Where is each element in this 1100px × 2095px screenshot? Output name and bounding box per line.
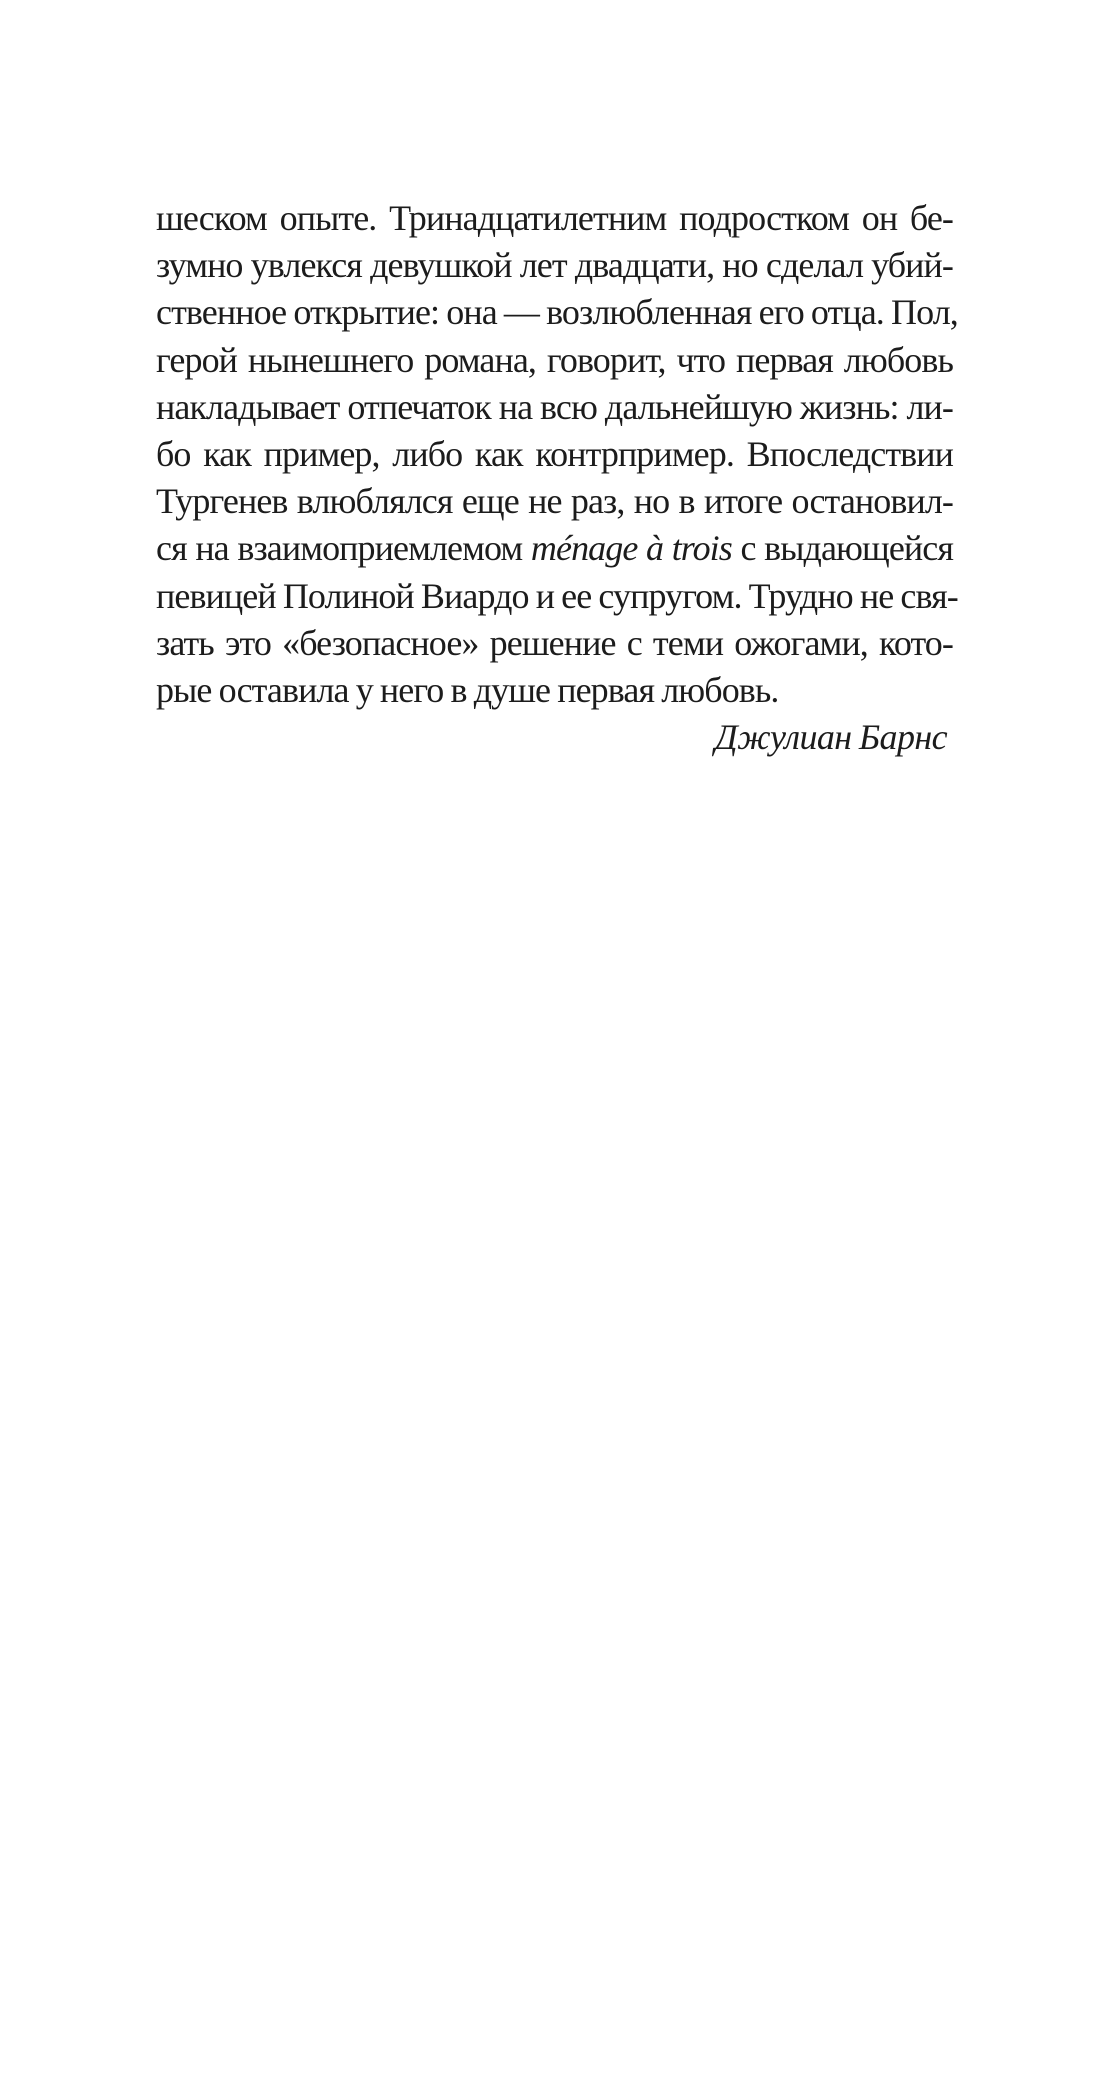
- text-line: зать это «безопасное» решение с теми ожогами, кото-: [156, 622, 953, 663]
- text-line: Тургенев влюблялся еще не раз, но в итоге остановил-: [156, 481, 953, 522]
- text-segment: с выдающейся: [731, 528, 954, 569]
- text-line: бо как пример, либо как контрпример. Впоследствии: [156, 433, 953, 474]
- author-attribution: Джулиан Барнс: [714, 717, 947, 758]
- body-paragraph: [156, 195, 958, 714]
- text-line: зумно увлекся девушкой лет двадцати, но сделал убий-: [156, 245, 953, 286]
- text-line: певицей Полиной Виардо и ее супругом. Трудно не свя-: [156, 575, 958, 616]
- text-line: герой нынешнего романа, говорит, что первая любовь: [156, 339, 953, 380]
- book-page: [156, 195, 958, 761]
- text-line-with-italic-phrase: [156, 525, 953, 572]
- text-line: шеском опыте. Тринадцатилетним подростком он бе-: [156, 198, 953, 238]
- text-line-final: рые оставила у него в душе первая любовь.: [156, 669, 779, 710]
- text-line: накладывает отпечаток на всю дальнейшую жизнь: ли-: [156, 386, 953, 427]
- italic-foreign-phrase: ménage à trois: [530, 528, 732, 569]
- text-segment: ся на взаимоприемлемом: [156, 528, 531, 569]
- text-line: ственное открытие: она — возлюбленная его отца. Пол,: [156, 292, 958, 333]
